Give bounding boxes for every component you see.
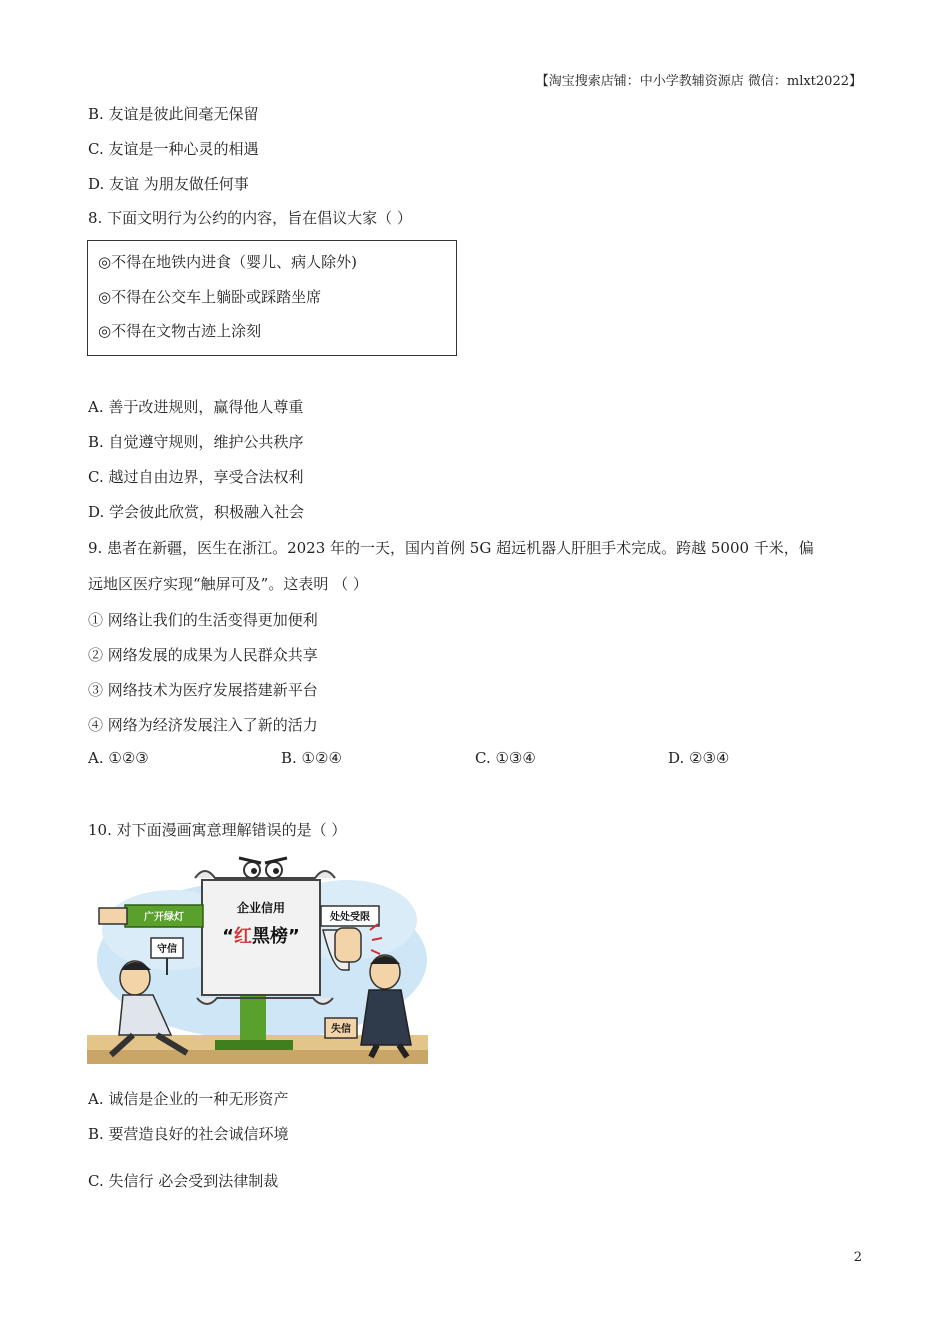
q10-option-c: C. 失信行 必会受到法律制裁 [88,1172,279,1190]
q7-option-c: C. 友谊是一种心灵的相遇 [88,140,259,158]
q9-statement-3: ③ 网络技术为医疗发展搭建新平台 [88,681,318,699]
q9-statement-4: ④ 网络为经济发展注入了新的活力 [88,716,318,734]
q7-option-d: D. 友谊 为朋友做任何事 [88,175,249,193]
restricted-label: 处处受限 [330,912,370,923]
q9-stem-line-1: 9. 患者在新疆，医生在浙江。2023 年的一天，国内首例 5G 超远机器人肝胆手术完成。跨越 5000 千米，偏 [88,539,814,557]
pointing-hand [99,908,127,924]
q9-option-b: B. ①②④ [281,749,342,767]
billboard [195,858,335,1004]
q8-convention-box [87,240,457,356]
q9-option-c: C. ①③④ [475,749,536,767]
billboard-redblack-list: “红黑榜” [222,926,300,947]
trust-tag: 守信 [157,944,177,955]
billboard-title: 企业信用 [236,901,286,915]
distrust-tag: 失信 [331,1024,351,1035]
q10-stem: 10. 对下面漫画寓意理解错误的是（ ） [88,821,347,839]
green-light-sign-label: 广开绿灯 [144,912,184,923]
q10-option-a: A. 诚信是企业的一种无形资产 [88,1090,289,1108]
q8-option-c: C. 越过自由边界，享受合法权利 [88,468,304,486]
q9-option-d: D. ②③④ [668,749,730,767]
q8-box-line-3: ◎不得在文物古迹上涂刻 [98,322,262,340]
q8-option-b: B. 自觉遵守规则，维护公共秩序 [88,433,304,451]
q8-option-a: A. 善于改进规则，赢得他人尊重 [88,398,304,416]
q9-option-a: A. ①②③ [88,749,149,767]
credit-blacklist-cartoon [87,850,428,1064]
q9-statement-1: ① 网络让我们的生活变得更加便利 [88,611,318,629]
q8-box-line-1: ◎不得在地铁内进食（婴儿、病人除外) [98,253,357,271]
q8-option-d: D. 学会彼此欣赏，积极融入社会 [88,503,305,521]
header-source-note: 【淘宝搜索店铺：中小学教辅资源店 微信：mlxt2022】 [535,74,862,89]
q8-box-line-2: ◎不得在公交车上躺卧或踩踏坐席 [98,288,322,306]
q9-stem-line-2: 远地区医疗实现“触屏可及”。这表明 （ ） [88,575,368,593]
stop-hand [335,928,361,962]
page-number: 2 [853,1250,862,1265]
q10-option-b: B. 要营造良好的社会诚信环境 [88,1125,289,1143]
q8-stem: 8. 下面文明行为公约的内容，旨在倡议大家（ ） [88,209,412,227]
q9-statement-2: ② 网络发展的成果为人民群众共享 [88,646,318,664]
q7-option-b: B. 友谊是彼此间毫无保留 [88,105,259,123]
